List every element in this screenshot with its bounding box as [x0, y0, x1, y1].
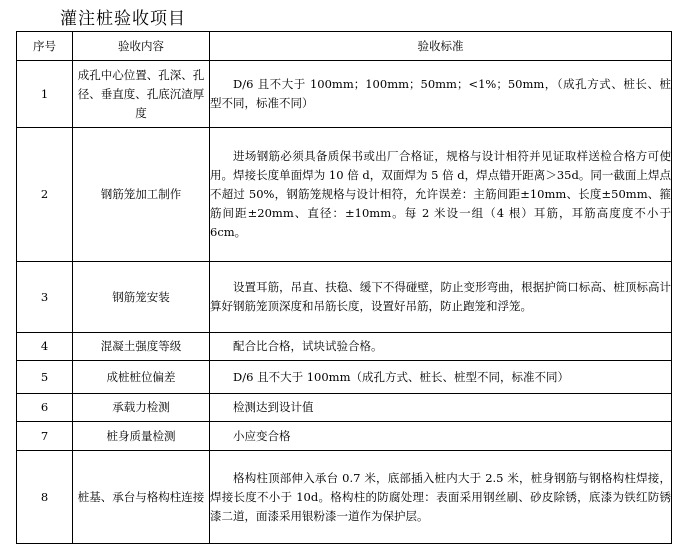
row-standard: 检测达到设计值	[210, 394, 672, 422]
row-no: 7	[17, 422, 73, 451]
table-header-row	[17, 32, 672, 61]
row-standard: 配合比合格，试块试验合格。	[210, 333, 672, 361]
header-content: 验收内容	[73, 32, 210, 61]
table-row	[17, 394, 672, 422]
table-row	[17, 422, 672, 451]
row-content: 钢筋笼加工制作	[73, 128, 210, 262]
row-standard: 小应变合格	[210, 422, 672, 451]
row-content: 钢筋笼安装	[73, 262, 210, 333]
table-row	[17, 262, 672, 333]
row-no: 3	[17, 262, 73, 333]
row-no: 5	[17, 361, 73, 394]
row-content: 成孔中心位置、孔深、孔径、垂直度、孔底沉渣厚度	[73, 61, 210, 128]
row-content: 混凝土强度等级	[73, 333, 210, 361]
table-row	[17, 61, 672, 128]
row-standard: 设置耳筋，吊直、扶稳、缓下不得碰壁，防止变形弯曲，根据护筒口标高、桩顶标高计算好钢筋笼顶深度和吊筋长度，设置好吊筋，防止跑笼和浮笼。	[210, 262, 672, 333]
row-no: 4	[17, 333, 73, 361]
row-content: 桩基、承台与格构柱连接	[73, 451, 210, 544]
row-no: 2	[17, 128, 73, 262]
row-content: 承载力检测	[73, 394, 210, 422]
table-row	[17, 451, 672, 544]
row-standard: 进场钢筋必须具备质保书或出厂合格证，规格与设计相符并见证取样送检合格方可使用。焊接长度单面焊为 10 倍 d，双面焊为 5 倍 d，焊点错开距离＞35d。同一截面上焊点不超过 50%，钢筋笼规格与设计相符，允许误差：主筋间距±10mm、长度±50mm、箍筋间距±20mm、直径：±10mm。每 2 米设一组（4 根）耳筋，耳筋高度度不小于 6cm。	[210, 128, 672, 262]
table-row	[17, 128, 672, 262]
page-title: 灌注桩验收项目	[60, 9, 186, 29]
row-content: 成桩桩位偏差	[73, 361, 210, 394]
table-row	[17, 333, 672, 361]
header-standard: 验收标准	[210, 32, 672, 61]
row-no: 6	[17, 394, 73, 422]
row-standard: 格构柱顶部伸入承台 0.7 米，底部插入桩内大于 2.5 米，桩身钢筋与钢格构柱焊接，焊接长度不小于 10d。格构柱的防腐处理：表面采用钢丝刷、砂皮除锈，底漆为铁红防锈漆二道，面漆采用银粉漆一道作为保护层。	[210, 451, 672, 544]
row-no: 1	[17, 61, 73, 128]
acceptance-table	[16, 31, 672, 544]
row-standard: D/6 且不大于 100mm；100mm；50mm；<1%；50mm，（成孔方式、桩长、桩型不同，标准不同）	[210, 61, 672, 128]
row-content: 桩身质量检测	[73, 422, 210, 451]
row-standard: D/6 且不大于 100mm（成孔方式、桩长、桩型不同，标准不同）	[210, 361, 672, 394]
row-no: 8	[17, 451, 73, 544]
table-row	[17, 361, 672, 394]
header-no: 序号	[17, 32, 73, 61]
